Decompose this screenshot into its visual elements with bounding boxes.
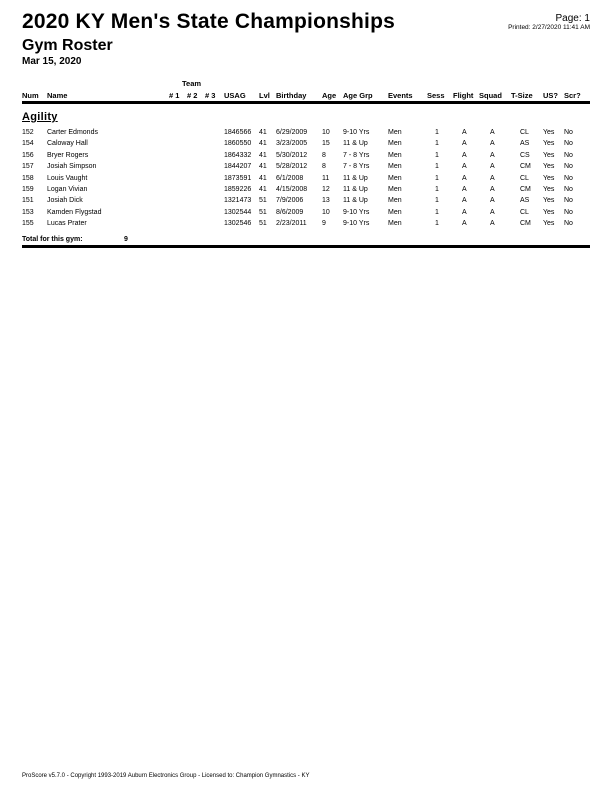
- row-us: Yes: [543, 197, 555, 205]
- row-session: 1: [435, 208, 439, 216]
- row-age-group: 11 & Up: [343, 140, 368, 148]
- row-flight: A: [462, 163, 467, 171]
- row-squad: A: [490, 151, 495, 159]
- total-label: Total for this gym:: [22, 236, 83, 243]
- row-num: 153: [22, 208, 34, 216]
- row-age: 13: [322, 197, 330, 205]
- row-events: Men: [388, 163, 402, 171]
- row-scratch: No: [564, 140, 573, 148]
- row-usag: 1873591: [224, 174, 252, 182]
- row-squad: A: [490, 174, 495, 182]
- table-row: [0, 209, 612, 220]
- column-header-level: Lvl: [259, 91, 270, 100]
- row-squad: A: [490, 197, 495, 205]
- column-header-num: Num: [22, 91, 39, 100]
- row-age-group: 11 & Up: [343, 197, 368, 205]
- row-events: Men: [388, 197, 402, 205]
- row-events: Men: [388, 140, 402, 148]
- row-num: 154: [22, 140, 34, 148]
- row-session: 1: [435, 186, 439, 193]
- meet-date: Mar 15, 2020: [22, 56, 82, 67]
- row-num: 159: [22, 186, 34, 193]
- page-number: Page: 1: [555, 13, 590, 24]
- row-session: 1: [435, 163, 439, 171]
- row-us: Yes: [543, 151, 555, 159]
- row-num: 155: [22, 220, 34, 228]
- row-usag: 1860550: [224, 140, 252, 148]
- row-usag: 1302546: [224, 220, 252, 228]
- row-tshirt-size: CM: [520, 220, 531, 228]
- row-name: Josiah Dick: [47, 197, 83, 205]
- row-squad: A: [490, 186, 495, 193]
- row-us: Yes: [543, 174, 555, 182]
- table-row: [0, 175, 612, 186]
- row-age-group: 11 & Up: [343, 186, 368, 193]
- report-title: 2020 KY Men's State Championships: [22, 10, 395, 33]
- row-level: 51: [259, 220, 267, 228]
- row-name: Kamden Flygstad: [47, 208, 102, 216]
- row-squad: A: [490, 220, 495, 228]
- row-age: 10: [322, 129, 330, 136]
- row-birthday: 4/15/2008: [276, 186, 308, 193]
- row-scratch: No: [564, 186, 573, 193]
- footer-copyright: ProScore v5.7.0 - Copyright 1993-2019 Auburn Electronics Group - Licensed to: Champion Gymnastics - KY: [22, 773, 310, 779]
- column-header-session: Sess: [427, 91, 445, 100]
- row-name: Bryer Rogers: [47, 151, 89, 159]
- row-birthday: 3/23/2005: [276, 140, 308, 148]
- row-name: Lucas Prater: [47, 220, 87, 228]
- row-age: 8: [322, 151, 326, 159]
- table-row: [0, 140, 612, 151]
- row-name: Logan Vivian: [47, 186, 88, 193]
- row-tshirt-size: CL: [520, 208, 529, 216]
- column-header-name: Name: [47, 91, 68, 100]
- row-age-group: 9-10 Yrs: [343, 129, 370, 136]
- row-flight: A: [462, 186, 467, 193]
- row-scratch: No: [564, 220, 573, 228]
- row-age: 15: [322, 140, 330, 148]
- column-header-age-group: Age Grp: [343, 91, 373, 100]
- row-age: 8: [322, 163, 326, 171]
- column-header-us: US?: [543, 91, 558, 100]
- row-tshirt-size: CL: [520, 129, 529, 136]
- row-level: 41: [259, 129, 267, 136]
- row-tshirt-size: CL: [520, 174, 529, 182]
- row-flight: A: [462, 129, 467, 136]
- row-scratch: No: [564, 208, 573, 216]
- table-row: [0, 152, 612, 163]
- row-session: 1: [435, 129, 439, 136]
- row-usag: 1864332: [224, 151, 252, 159]
- row-session: 1: [435, 151, 439, 159]
- header-rule: [22, 101, 590, 104]
- report-subtitle: Gym Roster: [22, 37, 113, 54]
- row-squad: A: [490, 208, 495, 216]
- row-session: 1: [435, 197, 439, 205]
- row-flight: A: [462, 220, 467, 228]
- row-events: Men: [388, 220, 402, 228]
- gym-section-title: Agility: [22, 111, 58, 123]
- row-scratch: No: [564, 197, 573, 205]
- row-usag: 1846566: [224, 129, 252, 136]
- row-birthday: 6/1/2008: [276, 174, 304, 182]
- row-squad: A: [490, 129, 495, 136]
- row-us: Yes: [543, 186, 555, 193]
- row-usag: 1859226: [224, 186, 252, 193]
- column-header-team-2: # 2: [187, 91, 198, 100]
- row-level: 41: [259, 140, 267, 148]
- column-header-squad: Squad: [479, 91, 502, 100]
- row-usag: 1321473: [224, 197, 252, 205]
- row-level: 41: [259, 186, 267, 193]
- row-level: 41: [259, 174, 267, 182]
- column-header-age: Age: [322, 91, 337, 100]
- row-events: Men: [388, 129, 402, 136]
- row-us: Yes: [543, 129, 555, 136]
- row-name: Carter Edmonds: [47, 129, 98, 136]
- row-level: 51: [259, 208, 267, 216]
- row-squad: A: [490, 140, 495, 148]
- row-flight: A: [462, 140, 467, 148]
- row-events: Men: [388, 151, 402, 159]
- row-events: Men: [388, 208, 402, 216]
- row-scratch: No: [564, 174, 573, 182]
- row-name: Caloway Hall: [47, 140, 88, 148]
- row-events: Men: [388, 186, 402, 193]
- row-level: 41: [259, 151, 267, 159]
- row-age-group: 9-10 Yrs: [343, 208, 370, 216]
- column-header-usag: USAG: [224, 91, 246, 100]
- column-header-team-3: # 3: [205, 91, 216, 100]
- row-flight: A: [462, 208, 467, 216]
- row-squad: A: [490, 163, 495, 171]
- column-header-events: Events: [388, 91, 413, 100]
- row-birthday: 2/23/2011: [276, 220, 307, 228]
- row-num: 157: [22, 163, 34, 171]
- row-num: 152: [22, 129, 34, 136]
- row-birthday: 8/6/2009: [276, 208, 304, 216]
- row-session: 1: [435, 220, 439, 228]
- table-row: [0, 186, 612, 197]
- row-tshirt-size: AS: [520, 140, 530, 148]
- row-scratch: No: [564, 163, 573, 171]
- total-value: 9: [124, 236, 128, 243]
- row-birthday: 5/30/2012: [276, 151, 308, 159]
- row-age: 12: [322, 186, 330, 193]
- row-us: Yes: [543, 163, 555, 171]
- row-name: Josiah Simpson: [47, 163, 97, 171]
- row-us: Yes: [543, 140, 555, 148]
- row-age-group: 9-10 Yrs: [343, 220, 370, 228]
- row-session: 1: [435, 174, 439, 182]
- column-header-team-1: # 1: [169, 91, 180, 100]
- row-level: 51: [259, 197, 267, 205]
- row-us: Yes: [543, 208, 555, 216]
- row-scratch: No: [564, 151, 573, 159]
- row-num: 156: [22, 151, 34, 159]
- row-tshirt-size: CM: [520, 186, 531, 193]
- table-row: [0, 220, 612, 231]
- row-scratch: No: [564, 129, 573, 136]
- row-num: 158: [22, 174, 34, 182]
- table-row: [0, 197, 612, 208]
- row-birthday: 7/9/2006: [276, 197, 304, 205]
- row-birthday: 6/29/2009: [276, 129, 308, 136]
- printed-timestamp: Printed: 2/27/2020 11:41 AM: [508, 24, 590, 31]
- row-name: Louis Vaught: [47, 174, 88, 182]
- column-header-team: Team: [182, 79, 202, 88]
- row-age: 11: [322, 174, 330, 182]
- table-row: [0, 129, 612, 140]
- row-num: 151: [22, 197, 34, 205]
- row-us: Yes: [543, 220, 555, 228]
- row-age: 10: [322, 208, 330, 216]
- column-header-tshirt-size: T-Size: [511, 91, 533, 100]
- row-age: 9: [322, 220, 326, 228]
- footer-rule: [22, 245, 590, 248]
- column-header-scratch: Scr?: [564, 91, 581, 100]
- row-age-group: 11 & Up: [343, 174, 368, 182]
- row-flight: A: [462, 197, 467, 205]
- row-tshirt-size: CS: [520, 151, 530, 159]
- column-header-birthday: Birthday: [276, 91, 307, 100]
- column-header-flight: Flight: [453, 91, 474, 100]
- row-age-group: 7 - 8 Yrs: [343, 151, 370, 159]
- row-session: 1: [435, 140, 439, 148]
- row-age-group: 7 - 8 Yrs: [343, 163, 370, 171]
- row-tshirt-size: CM: [520, 163, 531, 171]
- row-usag: 1844207: [224, 163, 252, 171]
- row-events: Men: [388, 174, 402, 182]
- table-row: [0, 163, 612, 174]
- row-tshirt-size: AS: [520, 197, 530, 205]
- row-level: 41: [259, 163, 267, 171]
- row-flight: A: [462, 151, 467, 159]
- row-usag: 1302544: [224, 208, 252, 216]
- row-birthday: 5/28/2012: [276, 163, 308, 171]
- row-flight: A: [462, 174, 467, 182]
